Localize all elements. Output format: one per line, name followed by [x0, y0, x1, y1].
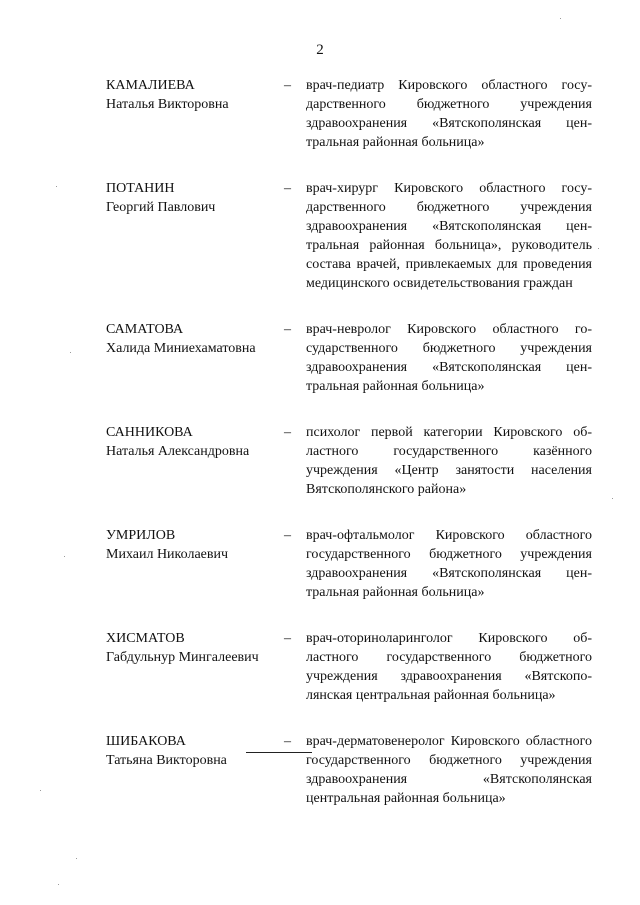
entry-dash: –	[284, 631, 291, 646]
member-given-names: Халида Миниехаматовна	[106, 341, 256, 356]
member-position: врач-хирург Кировского областного государственного бюджетного учреждения здравоохранения «Вятскополянская центральная районная больница», руководитель состава врачей, привлекаемых для проведения медицинского освидетельствования граждан	[306, 181, 592, 291]
entry-dash: –	[284, 78, 291, 93]
entry-dash: –	[284, 181, 291, 196]
member-entry	[106, 76, 592, 152]
member-given-names: Наталья Викторовна	[106, 97, 229, 112]
member-name	[106, 76, 284, 152]
member-given-names: Георгий Павлович	[106, 200, 216, 215]
member-name	[106, 179, 284, 293]
scan-speck	[612, 498, 613, 499]
member-position: врач-оториноларинголог Кировского областного государственного бюджетного учреждения здравоохранения «Вятскополянская центральная районная больница»	[306, 631, 592, 703]
member-position: врач-невролог Кировского областного государственного бюджетного учреждения здравоохранения «Вятскополянская центральная районная больница»	[306, 322, 592, 394]
member-entry	[106, 423, 592, 499]
member-name	[106, 526, 284, 602]
scan-speck	[64, 556, 65, 557]
member-given-names: Наталья Александровна	[106, 444, 250, 459]
scan-speck	[70, 352, 71, 353]
member-name	[106, 423, 284, 499]
member-surname: САННИКОВА	[106, 425, 193, 440]
closing-rule	[246, 752, 312, 753]
entry-dash: –	[284, 528, 291, 543]
member-position: врач-офтальмолог Кировского областного государственного бюджетного учреждения здравоохранения «Вятскополянская центральная районная больница»	[306, 528, 592, 600]
scan-speck	[76, 858, 77, 859]
commission-member-list	[106, 76, 592, 808]
entry-dash: –	[284, 734, 291, 749]
member-surname: ШИБАКОВА	[106, 734, 186, 749]
member-entry	[106, 179, 592, 293]
member-surname: ХИСМАТОВ	[106, 631, 185, 646]
scan-speck	[560, 18, 561, 19]
page-number: 2	[316, 42, 324, 58]
member-entry	[106, 320, 592, 396]
member-given-names: Габдульнур Мингалеевич	[106, 650, 259, 665]
member-position: врач-педиатр Кировского областного государственного бюджетного учреждения здравоохранения «Вятскополянская центральная районная больница»	[306, 78, 592, 150]
member-surname: УМРИЛОВ	[106, 528, 176, 543]
entry-dash: –	[284, 322, 291, 337]
member-position: врач-дерматовенеролог Кировского областного государственного бюджетного учреждения здравоохранения «Вятскополянская центральная районная больница»	[306, 734, 592, 806]
member-entry	[106, 732, 592, 808]
entry-dash: –	[284, 425, 291, 440]
member-surname: ПОТАНИН	[106, 181, 175, 196]
scan-speck	[598, 248, 599, 249]
scan-speck	[56, 186, 57, 187]
member-name	[106, 320, 284, 396]
member-given-names: Михаил Николаевич	[106, 547, 229, 562]
member-surname: КАМАЛИЕВА	[106, 78, 195, 93]
member-entry	[106, 526, 592, 602]
member-entry	[106, 629, 592, 705]
member-name	[106, 732, 284, 808]
scan-speck	[40, 790, 41, 791]
member-surname: САМАТОВА	[106, 322, 184, 337]
member-name	[106, 629, 284, 705]
member-given-names: Татьяна Викторовна	[106, 753, 227, 768]
member-position: психолог первой категории Кировского областного государственного казённого учреждения «Центр занятости населения Вятскополянского района»	[306, 425, 592, 497]
scan-speck	[58, 884, 59, 885]
